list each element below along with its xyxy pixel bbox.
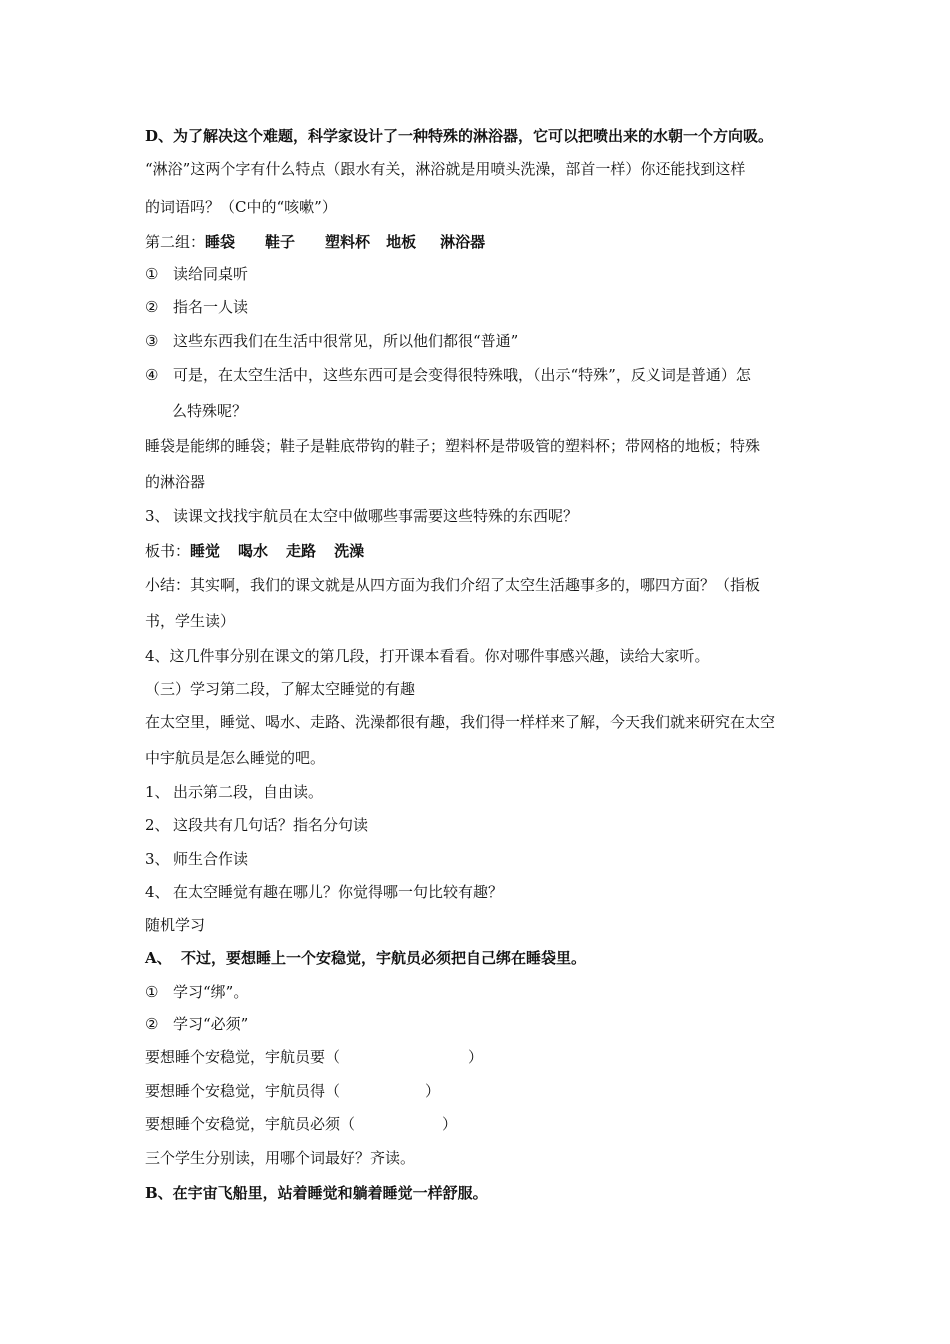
- item-text: 读给同桌听: [173, 265, 249, 283]
- paragraph-b: B、在宇宙飞船里，站着睡觉和躺着睡觉一样舒服。: [145, 1184, 488, 1202]
- text-line: 中宇航员是怎么睡觉的吧。: [145, 749, 326, 767]
- item-number: 1、: [145, 783, 170, 801]
- text-line: 的淋浴器: [145, 473, 206, 491]
- item-text: 读课文找找宇航员在太空中做哪些事需要这些特殊的东西呢？: [173, 507, 579, 525]
- blank-suffix: ）: [442, 1115, 458, 1133]
- circled-number: ③: [145, 332, 159, 350]
- group-two-label: 第二组：: [145, 233, 206, 251]
- numbered-item: [145, 982, 248, 1002]
- numbered-item: [145, 815, 368, 835]
- text-line: 在太空里，睡觉、喝水、走路、洗澡都很有趣，我们得一样样来了解，今天我们就来研究在太空: [145, 713, 776, 731]
- item-text: 可是，在太空生活中，这些东西可是会变得很特殊哦，（出示“特殊”，反义词是普通）怎: [173, 366, 751, 384]
- paragraph-d: D、为了解决这个难题，科学家设计了一种特殊的淋浴器，它可以把喷出来的水朝一个方向吸。: [145, 127, 774, 145]
- item-text: 指名一人读: [173, 298, 249, 316]
- numbered-item: [145, 331, 518, 351]
- board-word: 洗澡: [334, 542, 365, 560]
- item-text: 在太空睡觉有趣在哪儿？你觉得哪一句比较有趣？: [173, 883, 504, 901]
- numbered-item: [145, 264, 248, 284]
- text-line: 三个学生分别读，用哪个词最好？齐读。: [145, 1149, 416, 1167]
- item-number: 4、: [145, 883, 170, 901]
- numbered-item: [145, 882, 503, 902]
- numbered-item: [145, 782, 323, 802]
- section-heading: （三）学习第二段，了解太空睡觉的有趣: [145, 680, 416, 698]
- vocab-word: 鞋子: [265, 233, 296, 251]
- board-line: [145, 541, 364, 561]
- blank-suffix: ）: [468, 1048, 484, 1066]
- item-number: 3、: [145, 850, 170, 868]
- vocab-word: 睡袋: [205, 233, 236, 251]
- item-text: 师生合作读: [173, 850, 249, 868]
- vocab-word: 塑料杯: [325, 233, 371, 251]
- fill-blank-line: [145, 1081, 440, 1101]
- circled-number: ①: [145, 265, 159, 283]
- circled-number: ②: [145, 1015, 159, 1033]
- blank-prefix: 要想睡个安稳觉，宇航员得（: [145, 1082, 341, 1100]
- item-letter: A、: [145, 949, 172, 967]
- item-text: 这段共有几句话？指名分句读: [173, 816, 369, 834]
- numbered-item: [145, 506, 578, 526]
- paragraph-a: [145, 948, 586, 968]
- item-text: 不过，要想睡上一个安稳觉，宇航员必须把自己绑在睡袋里。: [181, 949, 587, 967]
- circled-number: ②: [145, 298, 159, 316]
- blank-suffix: ）: [425, 1082, 441, 1100]
- numbered-item: [145, 849, 248, 869]
- item-text: 这些东西我们在生活中很常见，所以他们都很“普通”: [173, 332, 519, 350]
- board-label: 板书：: [145, 542, 191, 560]
- blank-prefix: 要想睡个安稳觉，宇航员要（: [145, 1048, 341, 1066]
- item-text: 出示第二段，自由读。: [173, 783, 324, 801]
- text-line: “淋浴”这两个字有什么特点（跟水有关，淋浴就是用喷头洗澡，部首一样）你还能找到这样: [145, 160, 746, 178]
- text-line: 睡袋是能绑的睡袋；鞋子是鞋底带钩的鞋子；塑料杯是带吸管的塑料杯；带网格的地板；特殊: [145, 437, 761, 455]
- text-line: 4、这几件事分别在课文的第几段，打开课本看看。你对哪件事感兴趣，读给大家听。: [145, 647, 710, 665]
- numbered-item: [145, 297, 248, 317]
- item-text: 学习“必须”: [173, 1015, 249, 1033]
- text-line: 书，学生读）: [145, 612, 236, 630]
- numbered-item: [145, 365, 751, 385]
- blank-prefix: 要想睡个安稳觉，宇航员必须（: [145, 1115, 356, 1133]
- text-line: 小结：其实啊，我们的课文就是从四方面为我们介绍了太空生活趣事多的，哪四方面？（指板: [145, 576, 761, 594]
- numbered-item: [145, 1014, 248, 1034]
- circled-number: ④: [145, 366, 159, 384]
- vocab-word: 地板: [386, 233, 417, 251]
- item-number: 3、: [145, 507, 170, 525]
- text-line: 么特殊呢？: [172, 402, 248, 420]
- item-number: 2、: [145, 816, 170, 834]
- item-text: 学习“绑”。: [173, 983, 249, 1001]
- fill-blank-line: [145, 1047, 483, 1067]
- board-word: 喝水: [238, 542, 269, 560]
- board-word: 走路: [286, 542, 317, 560]
- board-word: 睡觉: [190, 542, 221, 560]
- group-two-line: [145, 232, 485, 252]
- text-line: 随机学习: [145, 916, 206, 934]
- circled-number: ①: [145, 983, 159, 1001]
- vocab-word: 淋浴器: [440, 233, 486, 251]
- text-line: 的词语吗？（C中的“咳嗽”）: [145, 198, 337, 216]
- fill-blank-line: [145, 1114, 457, 1134]
